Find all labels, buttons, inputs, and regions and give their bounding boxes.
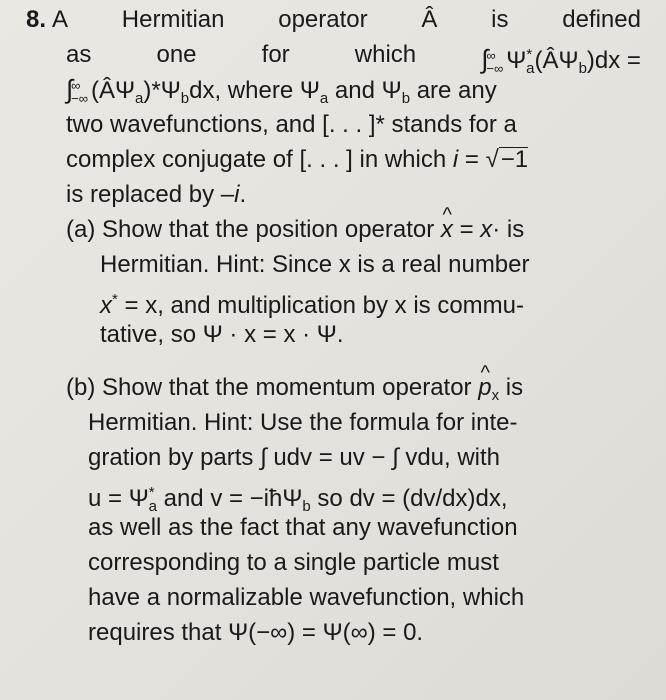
hermitian-integral-left — [481, 37, 641, 77]
part-a-text: · is — [492, 216, 525, 243]
part-a-line-2: Hermitian. Hint: Since x is a real number — [100, 251, 530, 278]
conjugate-star: * — [112, 291, 118, 308]
problem-number: 8. — [26, 6, 47, 33]
intro-line-2 — [26, 37, 641, 77]
part-b-label: (b) — [66, 374, 96, 401]
intro-text: are any — [410, 77, 497, 104]
part-b-line-8: requires that Ψ(−∞) = Ψ(∞) = 0. — [88, 619, 424, 646]
upper-limit: ∞ — [71, 77, 81, 93]
momentum-operator: ^ p — [478, 370, 491, 405]
intro-line-6 — [26, 177, 641, 212]
subscript: b — [302, 498, 311, 515]
subscript: x — [491, 387, 500, 404]
part-b-line-6: corresponding to a single particle must — [88, 549, 499, 576]
conjugate-psi: )*Ψ — [143, 77, 181, 104]
intro-word: for — [261, 41, 290, 68]
variable-x: x — [480, 216, 493, 243]
part-a-line-3 — [26, 282, 641, 317]
problem-8 — [26, 2, 641, 650]
intro-text: complex conjugate of [. . . ] in which — [66, 146, 447, 173]
part-a-label: (a) — [66, 216, 96, 243]
intro-text: and Ψ — [328, 77, 402, 104]
part-b-line-5: as well as the fact that any wavefunction — [88, 514, 518, 541]
part-b-line-2: Hermitian. Hint: Use the formula for inte- — [88, 409, 518, 436]
part-gap — [26, 352, 641, 370]
equals: = — [452, 216, 481, 243]
subscript: a — [135, 90, 144, 107]
lower-limit: −∞ — [486, 60, 504, 76]
radicand: −1 — [500, 146, 529, 173]
part-b-line-3: gration by parts ∫ udv = uv − ∫ vdu, with — [88, 444, 501, 471]
position-operator: ^ x — [441, 212, 453, 247]
conjugate-star: * — [526, 46, 533, 63]
part-b-text: and v = −iħΨ — [156, 485, 303, 512]
upper-limit: ∞ — [486, 47, 496, 63]
integral-end: )dx = — [586, 47, 641, 74]
intro-text: . — [239, 181, 247, 208]
intro-word: A — [52, 6, 69, 33]
part-a-text: = x, and multiplication by x is commu- — [117, 292, 524, 319]
intro-word: one — [156, 41, 197, 68]
subscript: a — [319, 90, 329, 107]
variable-x: x — [100, 292, 112, 319]
operator-on-psi: (ÂΨ — [534, 47, 579, 74]
sqrt-icon: √ — [485, 146, 499, 173]
subscript: b — [401, 90, 411, 107]
intro-word: as — [66, 41, 92, 68]
subscript: b — [578, 60, 587, 77]
part-b-line-4 — [26, 475, 641, 515]
part-b-text: u = Ψ — [88, 485, 149, 512]
part-b-line-7: have a normalizable wavefunction, which — [88, 584, 525, 611]
operator-on-psi: (ÂΨ — [90, 77, 136, 104]
conjugate-star: * — [148, 484, 155, 501]
subscript: b — [180, 90, 190, 107]
integral-sign: ∫ — [481, 44, 489, 74]
intro-line-4: two wavefunctions, and [. . . ]* stands for a — [66, 111, 517, 138]
operator-symbol: Â — [421, 6, 438, 33]
part-b-text: so dv = (dv/dx)dx, — [310, 485, 508, 512]
intro-word: which — [354, 41, 417, 68]
part-a-line-4: tative, so Ψ · x = x · Ψ. — [100, 321, 344, 348]
intro-text: is replaced by – — [66, 181, 235, 208]
lower-limit: −∞ — [71, 90, 88, 106]
integral-sign: ∫ — [66, 74, 74, 104]
part-b-line-1 — [26, 370, 641, 405]
imaginary-unit: i — [452, 146, 459, 173]
intro-line-3 — [26, 72, 641, 107]
intro-word: is — [491, 6, 509, 33]
intro-line-1 — [26, 2, 641, 37]
part-a-line-1 — [26, 212, 641, 247]
imaginary-unit: i — [234, 181, 240, 208]
part-a-text: Show that the position operator — [102, 216, 435, 243]
part-b-text: Show that the momentum operator — [102, 374, 472, 401]
psi: Ψ — [506, 47, 527, 74]
part-b-text: is — [499, 374, 524, 401]
integral-limits — [71, 79, 88, 105]
intro-word: defined — [562, 6, 641, 33]
intro-text: dx, where Ψ — [189, 77, 320, 104]
intro-word: Hermitian — [121, 6, 225, 33]
intro-word: operator — [278, 6, 368, 33]
subscript: a — [148, 498, 157, 515]
intro-line-5 — [26, 142, 641, 177]
equals: = — [458, 146, 486, 173]
subscript: a — [526, 60, 535, 77]
integral-limits — [486, 49, 503, 75]
